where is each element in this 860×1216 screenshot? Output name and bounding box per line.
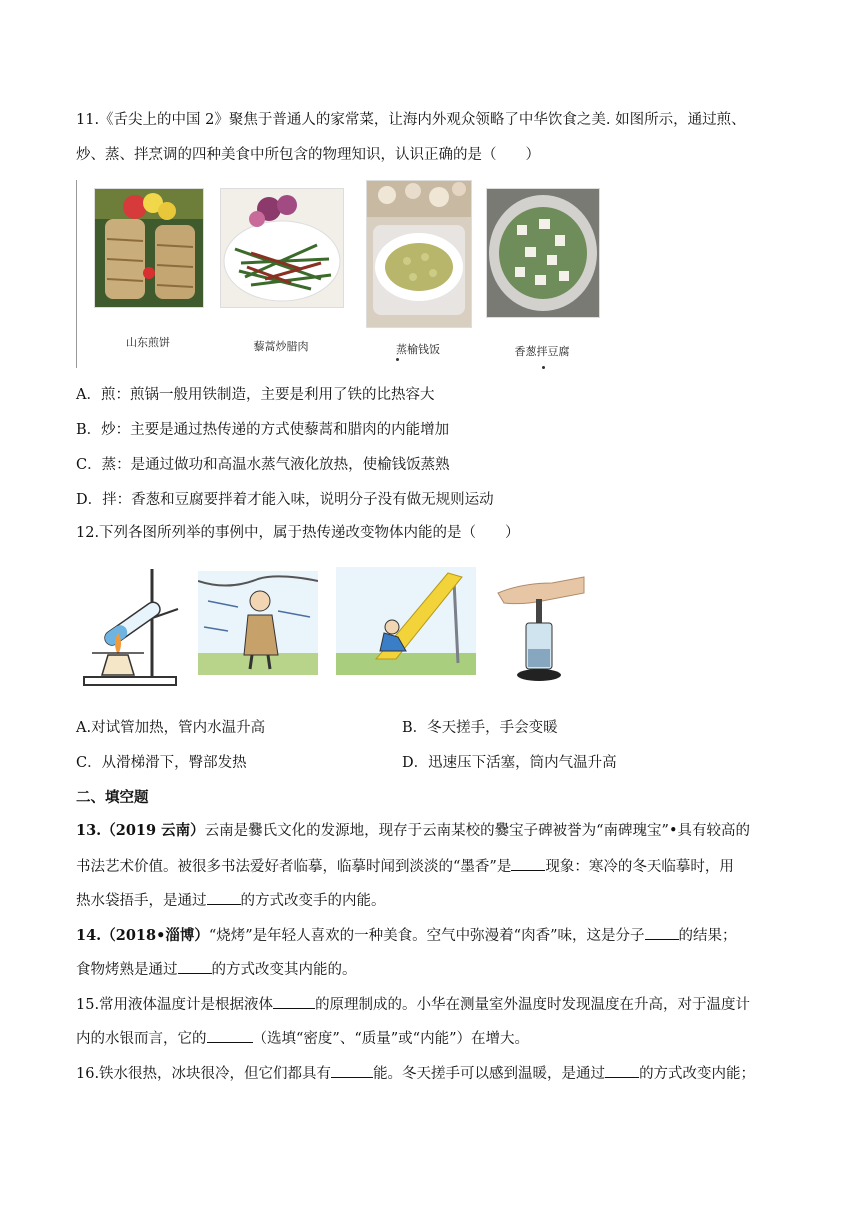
bullet-dot (542, 366, 545, 369)
q12-stem: 12.下列各图所列举的事例中，属于热传递改变物体内能的是（ ） (76, 525, 520, 541)
q11-option-a: A．煎：煎锅一般用铁制造，主要是利用了铁的比热容大 (76, 387, 435, 403)
q16-text-1a: 16.铁水很热，冰块很冷，但它们都具有 (76, 1066, 332, 1082)
q13-text-3a: 热水袋捂手，是通过 (76, 893, 207, 909)
q12-option-b: B．冬天搓手，手会变暖 (402, 720, 558, 736)
caption-tofu: 香葱拌豆腐 (514, 345, 570, 358)
q13-blank-2[interactable] (207, 890, 241, 905)
q14-blank-1[interactable] (645, 925, 679, 940)
rubbing-hands-image (198, 571, 318, 675)
q11-option-d: D．拌：香葱和豆腐要拌着才能入味，说明分子没有做无规则运动 (76, 492, 494, 508)
caption-stir-fry: 藜蒿炒腊肉 (253, 340, 309, 353)
q11-food-figure (76, 178, 606, 370)
q16-text-1c: 的方式改变内能； (639, 1066, 756, 1082)
q14-line1 (76, 925, 737, 946)
q13-line1 (76, 821, 750, 841)
test-tube-heating-image (78, 563, 182, 691)
q11-option-c: C．蒸：是通过做功和高温水蒸气液化放热，使榆钱饭蒸熟 (76, 457, 450, 473)
q13-text-2a: 书法艺术价值。被很多书法爱好者临摹，临摹时闻到淡淡的“墨香”是 (76, 859, 512, 875)
q13-line2 (76, 856, 734, 877)
q14-blank-2[interactable] (178, 959, 212, 974)
q14-text-1a: “烧烤”是年轻人喜欢的一种美食。空气中弥漫着“肉香”味，这是分子 (208, 928, 645, 944)
q12-figure (78, 563, 588, 693)
q15-text-1b: 的原理制成的。小华在测量室外温度时发现温度在升高，对于温度计 (315, 997, 751, 1013)
caption-steamed-elm: 蒸榆钱饭 (396, 343, 440, 356)
section-title-fill-blank: 二、填空题 (76, 789, 149, 806)
q11-option-b: B．炒：主要是通过热传递的方式使藜蒿和腊肉的内能增加 (76, 422, 450, 438)
slide-image (336, 567, 476, 675)
q16-line1 (76, 1063, 755, 1084)
q13-text-1: 云南是爨氏文化的发源地，现存于云南某校的爨宝子碑被誉为“南碑瑰宝”•具有较高的 (204, 823, 751, 839)
bullet-dot (396, 358, 399, 361)
q13-text-2b: 现象：寒冷的冬天临摹时，用 (545, 859, 734, 875)
q15-line2 (76, 1028, 529, 1049)
q12-option-d: D．迅速压下活塞，筒内气温升高 (402, 755, 617, 771)
q15-line1 (76, 994, 750, 1015)
tofu-image (486, 188, 600, 318)
piston-compression-image (492, 563, 588, 687)
q16-text-1b: 能。冬天搓手可以感到温暖，是通过 (373, 1066, 606, 1082)
q14-text-2a: 食物烤熟是通过 (76, 962, 178, 978)
stir-fry-image (220, 188, 344, 308)
q11-stem-line2: 炒、蒸、拌烹调的四种美食中所包含的物理知识，认识正确的是（ ） (76, 147, 540, 163)
caption-jianbing: 山东煎饼 (126, 336, 170, 349)
q13-blank-1[interactable] (511, 856, 545, 871)
q14-line2 (76, 959, 357, 980)
q13-source: （2019 云南） (101, 822, 205, 839)
q15-text-2b: （选填“密度”、“质量”或“内能”）在增大。 (252, 1031, 529, 1047)
q15-blank-2[interactable] (207, 1028, 253, 1043)
q11-stem-line1: 11.《舌尖上的中国 2》聚焦于普通人的家常菜，让海内外观众领略了中华饮食之美. 如图所示，通过煎、 (76, 112, 746, 128)
steamed-elm-image (366, 180, 472, 328)
q12-option-c: C．从滑梯滑下，臀部发热 (76, 755, 247, 771)
q14-text-2b: 的方式改变其内能的。 (211, 962, 357, 978)
q14-number: 14. (76, 927, 102, 944)
q14-text-1b: 的结果； (678, 928, 737, 944)
q13-text-3b: 的方式改变手的内能。 (240, 893, 386, 909)
q14-source: （2018•淄博） (101, 927, 209, 944)
q16-blank-2[interactable] (605, 1063, 639, 1078)
q15-text-1a: 15.常用液体温度计是根据液体 (76, 997, 274, 1013)
q13-line3 (76, 890, 386, 911)
q13-number: 13. (76, 822, 102, 839)
q16-blank-1[interactable] (331, 1063, 373, 1078)
q15-blank-1[interactable] (273, 994, 315, 1009)
q15-text-2a: 内的水银而言，它的 (76, 1031, 207, 1047)
q12-option-a: A.对试管加热，管内水温升高 (76, 720, 266, 736)
jianbing-image (94, 188, 204, 308)
